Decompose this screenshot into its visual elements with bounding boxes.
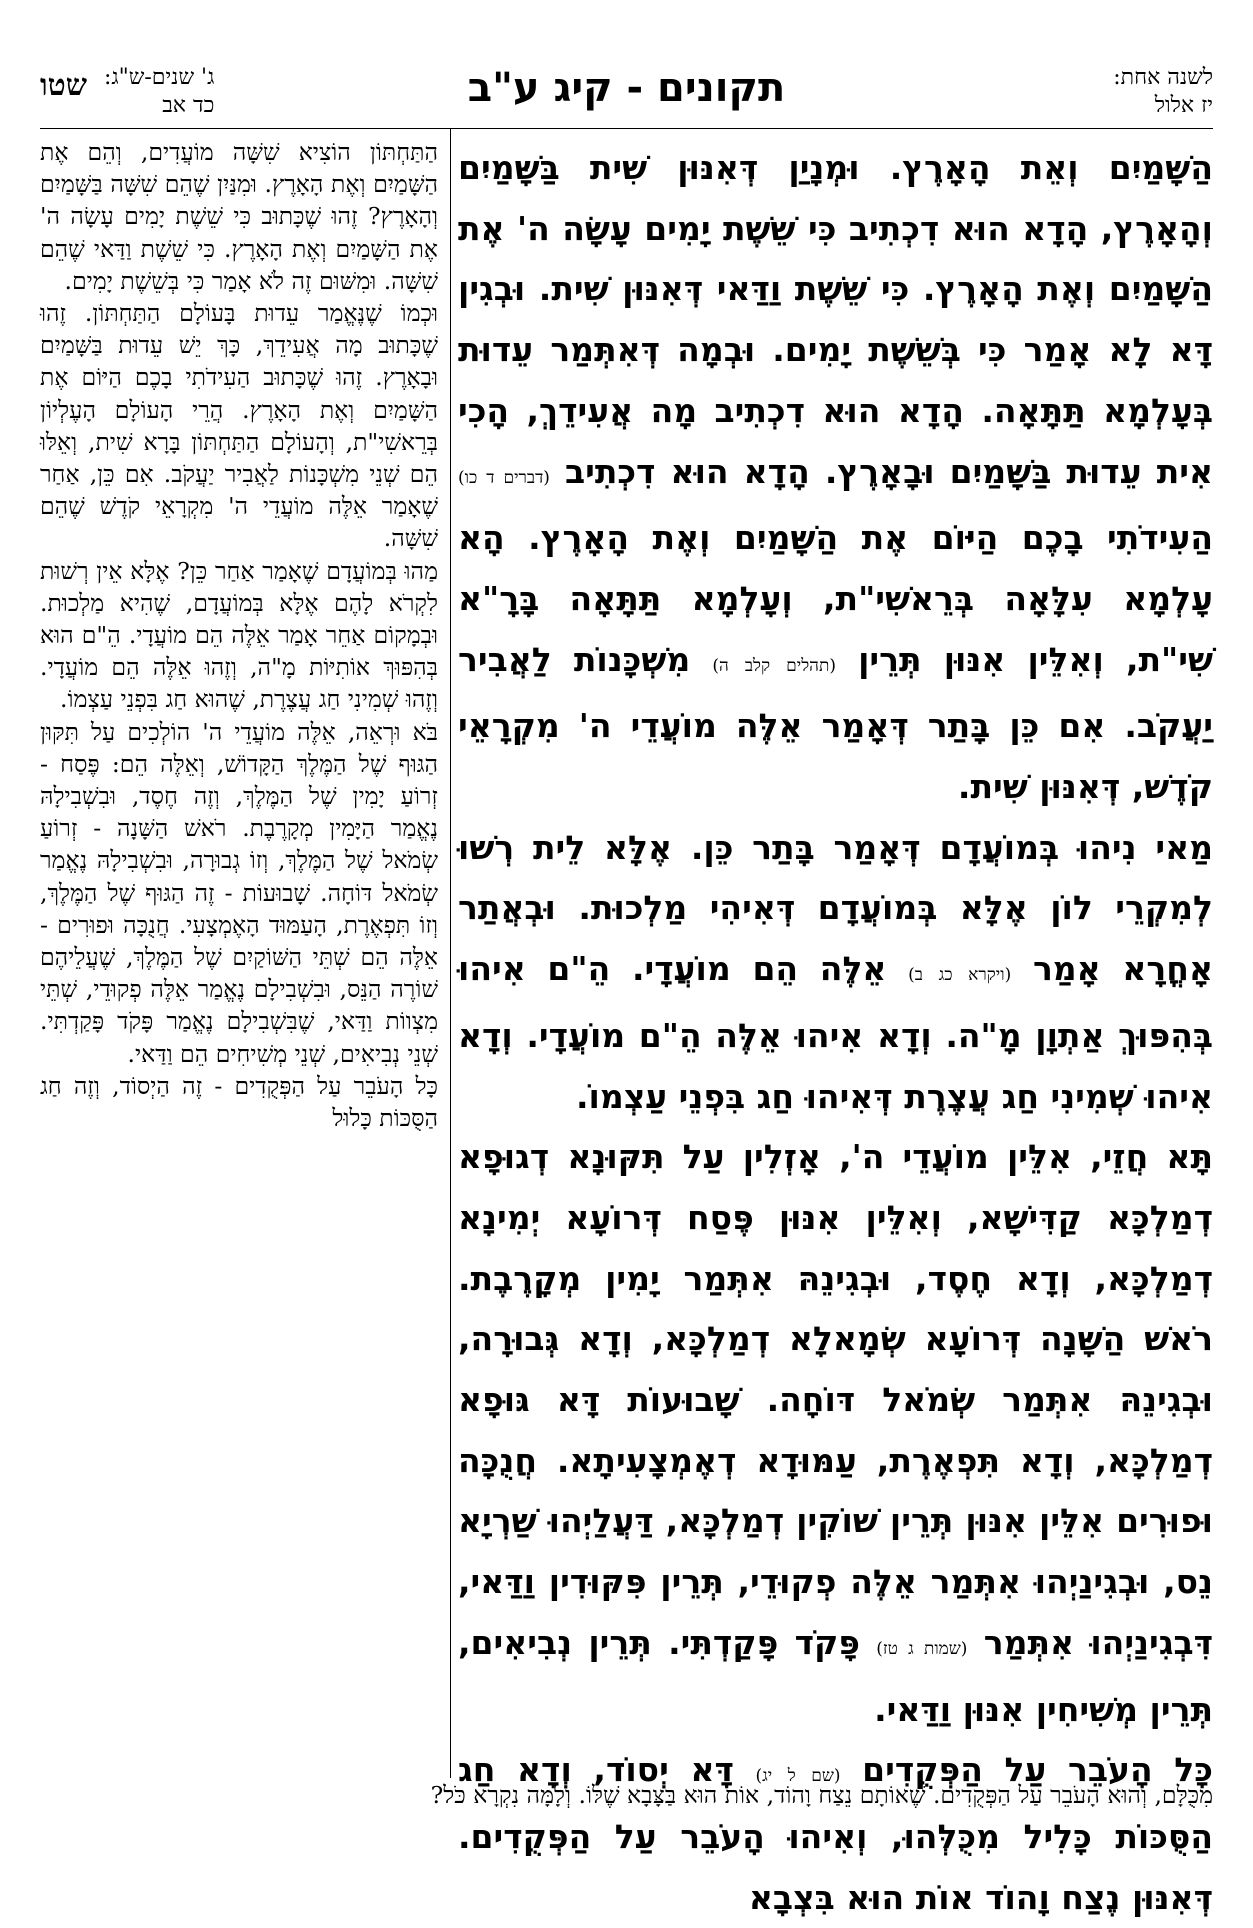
three-year-cycle-date: כד אב xyxy=(162,93,215,118)
header-left xyxy=(104,64,214,120)
one-year-cycle-date: יז אלול xyxy=(1154,93,1213,118)
translation-paragraph: מַהוּ בְּמוֹעֲדָם שֶׁאָמַר אַחַר כֵּן? אֶלָּא אֵין רְשׁוּת לִקְרֹא לָהֶם אֶלָּא בְּמוֹעֲדָם, שֶׁהִיא מַלְכוּת. וּבְמָקוֹם אַחֵר אָמַר אֵלֶּה הֵם מוֹעֲדָי. הֵ"ם הוּא בְּהִפּוּךְ אוֹתִיּוֹת מָ"ה, וְזֶהוּ אֵלֶּה הֵם מוֹעֲדָי. וְזֶהוּ שְׁמִינִי חַג עֲצֶרֶת, שֶׁהוּא חַג בִּפְנֵי עַצְמוֹ. xyxy=(40,556,438,714)
page-header xyxy=(40,58,1213,128)
translation-paragraph: וּכְמוֹ שֶׁנֶּאֱמַר עֵדוּת בָּעוֹלָם הַתַּחְתּוֹן. זֶהוּ שֶׁכָּתוּב מָה אֲעִידֵךְ, כָּךְ יֵשׁ עֵדוּת בַּשָּׁמַיִם וּבָאָרֶץ. זֶהוּ שֶׁכָּתוּב הַעִידֹתִי בָכֶם הַיּוֹם אֶת הַשָּׁמַיִם וְאֶת הָאָרֶץ. הֲרֵי הָעוֹלָם הָעֶלְיוֹן בְּרֵאשִׁי"ת, וְהָעוֹלָם הַתַּחְתּוֹן בָּרָא שִׁית, וְאֵלּוּ הֵם שְׁנֵי מִשְׁכָּנוֹת לַאֲבִיר יַעֲקֹב. אִם כֵּן, אַחַר שֶׁאָמַר אֵלֶּה מוֹעֲדֵי ה' מִקְרָאֵי קֹדֶשׁ שֶׁהֵם שִׁשָּׁה. xyxy=(40,299,438,553)
main-text: דָּא יְסוֹד, וְדָא חַג הַסֻּכּוֹת כָּלִיל מִכֻּלְּהוּ, וְאִיהוּ הָעֹבֵר עַל הַפְּקֻדִים. דְּאִנּוּן נֶצַח וָהוֹד אוֹת הוּא בִּצְבָא xyxy=(458,1750,1213,1917)
page-title: תקונים - קיג ע"ב xyxy=(467,65,786,111)
header-rule xyxy=(40,128,1213,129)
one-year-cycle-label: לשנה אחת: xyxy=(1113,65,1213,90)
page-number: שטו xyxy=(40,68,88,103)
column-separator xyxy=(450,128,451,1778)
main-paragraph xyxy=(458,1740,1213,1928)
translation-paragraph: כָּל הָעֹבֵר עַל הַפְּקֻדִים - זֶה הַיְסוֹד, וְזֶה חַג הַסֻּכּוֹת כָּלוּל xyxy=(40,1071,438,1133)
translation-paragraph: בֹּא וּרְאֵה, אֵלֶּה מוֹעֲדֵי ה' הוֹלְכִים עַל תִּקּוּן הַגּוּף שֶׁל הַמֶּלֶךְ הַקָּדוֹשׁ, וְאֵלֶּה הֵם: פֶּסַח - זְרוֹעַ יָמִין שֶׁל הַמֶּלֶךְ, וְזֶה חֶסֶד, וּבִשְׁבִילָהּ נֶאֱמַר הַיָּמִין מְקָרֶבֶת. רֹאשׁ הַשָּׁנָה - זְרוֹעַ שְׂמֹאל שֶׁל הַמֶּלֶךְ, וְזוֹ גְבוּרָה, וּבִשְׁבִילָהּ נֶאֱמַר שְׂמֹאל דּוֹחָה. שָׁבוּעוֹת - זֶה הַגּוּף שֶׁל הַמֶּלֶךְ, וְזוֹ תִּפְאֶרֶת, הָעַמּוּד הָאֶמְצָעִי. חֲנֻכָּה וּפוּרִים - אֵלֶּה הֵם שְׁתֵּי הַשּׁוֹקַיִם שֶׁל הַמֶּלֶךְ, שֶׁעֲלֵיהֶם שׁוֹרֶה הַנֵּס, וּבִשְׁבִילָם נֶאֱמַר אֵלֶּה פְקוּדֵי, שְׁתֵּי מִצְווֹת וַדַּאי, שֶׁבִּשְׁבִילָם נֶאֱמַר פָּקֹד פָּקַדְתִּי. שְׁנֵי נְבִיאִים, שְׁנֵי מְשִׁיחִים הֵם וַדַּאי. xyxy=(40,717,438,1068)
main-paragraph xyxy=(458,138,1213,818)
source-reference: (ויקרא כג ב) xyxy=(908,965,1012,986)
main-text: פָּקֹד פָּקַדְתִּי. תְּרֵין נְבִיאִים, תְּרֵין מְשִׁיחִין אִנּוּן וַדַּאי. xyxy=(458,1622,1213,1729)
source-reference: (שמות ג טז) xyxy=(876,1638,968,1659)
main-paragraph xyxy=(458,1127,1213,1740)
bottom-translation-line: מִכֻּלָּם, וְהוּא הָעֹבֵר עַל הַפְּקֻדִים. שֶׁאוֹתָם נֵצַח וָהוֹד, אוֹת הוּא בַּצָּבָא שֶׁלּוֹ. וְלָמָּה נִקְרָא כֹּל? xyxy=(430,1781,1213,1809)
main-text: הַשָּׁמַיִם וְאֵת הָאָרֶץ. וּמְנָיַן דְּאִנּוּן שִׁית בַּשָּׁמַיִם וְהָאָרֶץ, הָדָא הוּא דִכְתִיב כִּי שֵׁשֶׁת יָמִים עָשָׂה ה' אֶת הַשָּׁמַיִם וְאֶת הָאָרֶץ. כִּי שֵׁשֶׁת וַדַּאי דְּאִנּוּן שִׁית. וּבְגִין דָּא לָא אָמַר כִּי בְּשֵׁשֶׁת יָמִים. וּבְמָה דְּאִתְּמַר עֵדוּת בְּעָלְמָא תַּתָּאָה. הָדָא הוּא דִכְתִיב מָה אֲעִידֵךְ, הָכִי אִית עֵדוּת בַּשָּׁמַיִם וּבָאָרֶץ. הָדָא הוּא דִכְתִיב xyxy=(458,148,1213,491)
translation-column xyxy=(40,136,438,1134)
source-reference: (דברים ד כו) xyxy=(458,467,550,488)
translation-paragraph: הַתַּחְתּוֹן הוֹצִיא שִׁשָּׁה מוֹעֲדִים, וְהֵם אֶת הַשָּׁמַיִם וְאֶת הָאָרֶץ. וּמִנַּיִן שֶׁהֵם שִׁשָּׁה בַּשָּׁמַיִם וְהָאָרֶץ? זֶהוּ שֶׁכָּתוּב כִּי שֵׁשֶׁת יָמִים עָשָׂה ה' אֶת הַשָּׁמַיִם וְאֶת הָאָרֶץ. כִּי שֵׁשֶׁת וַדַּאי שֶׁהֵם שִׁשָּׁה. וּמִשּׁוּם זֶה לֹא אָמַר כִּי בְּשֵׁשֶׁת יָמִים. xyxy=(40,138,438,295)
three-year-cycle-label: ג' שנים-ש"ג: xyxy=(104,65,215,90)
main-text: הַעִידֹתִי בָכֶם הַיּוֹם אֶת הַשָּׁמַיִם וְאֶת הָאָרֶץ. הָא עָלְמָא עִלָּאָה בְּרֵאשִׁי"ת, וְעָלְמָא תַּתָּאָה בָּרָ"א שִׁי"ת, וְאִלֵּין אִנּוּן תְּרֵין xyxy=(458,518,1213,679)
main-column xyxy=(458,138,1213,1928)
main-text: תָּא חֲזֵי, אִלֵּין מוֹעֲדֵי ה', אָזְלִין עַל תִּקּוּנָא דְגוּפָא דְמַלְכָּא קַדִּישָׁא, וְאִלֵּין אִנּוּן פֶּסַח דְּרוֹעָא יְמִינָא דְמַלְכָּא, וְדָא חֶסֶד, וּבְגִינֵהּ אִתְּמַר יָמִין מְקָרֶבֶת. רֹאשׁ הַשָּׁנָה דְּרוֹעָא שְׂמָאלָא דְמַלְכָּא, וְדָא גְּבוּרָה, וּבְגִינֵהּ אִתְּמַר שְׂמֹאל דּוֹחָה. שָׁבוּעוֹת דָּא גּוּפָא דְמַלְכָּא, וְדָא תִּפְאֶרֶת, עַמּוּדָא דְאֶמְצָעִיתָא. חֲנֻכָּה וּפוּרִים אִלֵּין אִנּוּן תְּרֵין שׁוֹקִין דְמַלְכָּא, דַּעֲלַיְהוּ שַׁרְיָא נֵס, וּבְגִינַיְהוּ אִתְּמַר אֵלֶּה פְקוּדֵי, תְּרֵין פִּקּוּדִין וַדַּאי, דִּבְגִינַיְהוּ אִתְּמַר xyxy=(458,1137,1213,1662)
main-text: מַאי נִיהוּ בְּמוֹעֲדָם דְּאָמַר בָּתַר כֵּן. אֶלָּא לֵית רְשׁוּ לְמִקְרֵי לוֹן אֶלָּא בְּמוֹעֲדָם דְּאִיהִי מַלְכוּת. וּבְאֲתַר אָחֳרָא אָמַר xyxy=(458,827,1213,989)
main-text: מִשְׁכָּנוֹת לַאֲבִיר יַעֲקֹב. אִם כֵּן בָּתַר דְּאָמַר אֵלֶּה מוֹעֲדֵי ה' מִקְרָאֵי קֹדֶשׁ, דְּאִנּוּן שִׁית. xyxy=(458,639,1213,807)
source-reference: (תהלים קלב ה) xyxy=(712,655,836,676)
main-text: כָּל הָעֹבֵר עַל הַפְּקֻדִים xyxy=(862,1750,1213,1790)
main-paragraph xyxy=(458,818,1213,1128)
main-text: אֵלֶּה הֵם מוֹעֲדָי. הֵ"ם אִיהוּ בְּהִפּוּךְ אַתְוָן מָ"ה. וְדָא אִיהוּ אֵלֶּה הֵ"ם מוֹעֲדָי. וְדָא אִיהוּ שְׁמִינִי חַג עֲצֶרֶת דְּאִיהוּ חַג בִּפְנֵי עַצְמוֹ. xyxy=(458,949,1213,1116)
source-reference: (שם ל יג) xyxy=(755,1766,841,1787)
